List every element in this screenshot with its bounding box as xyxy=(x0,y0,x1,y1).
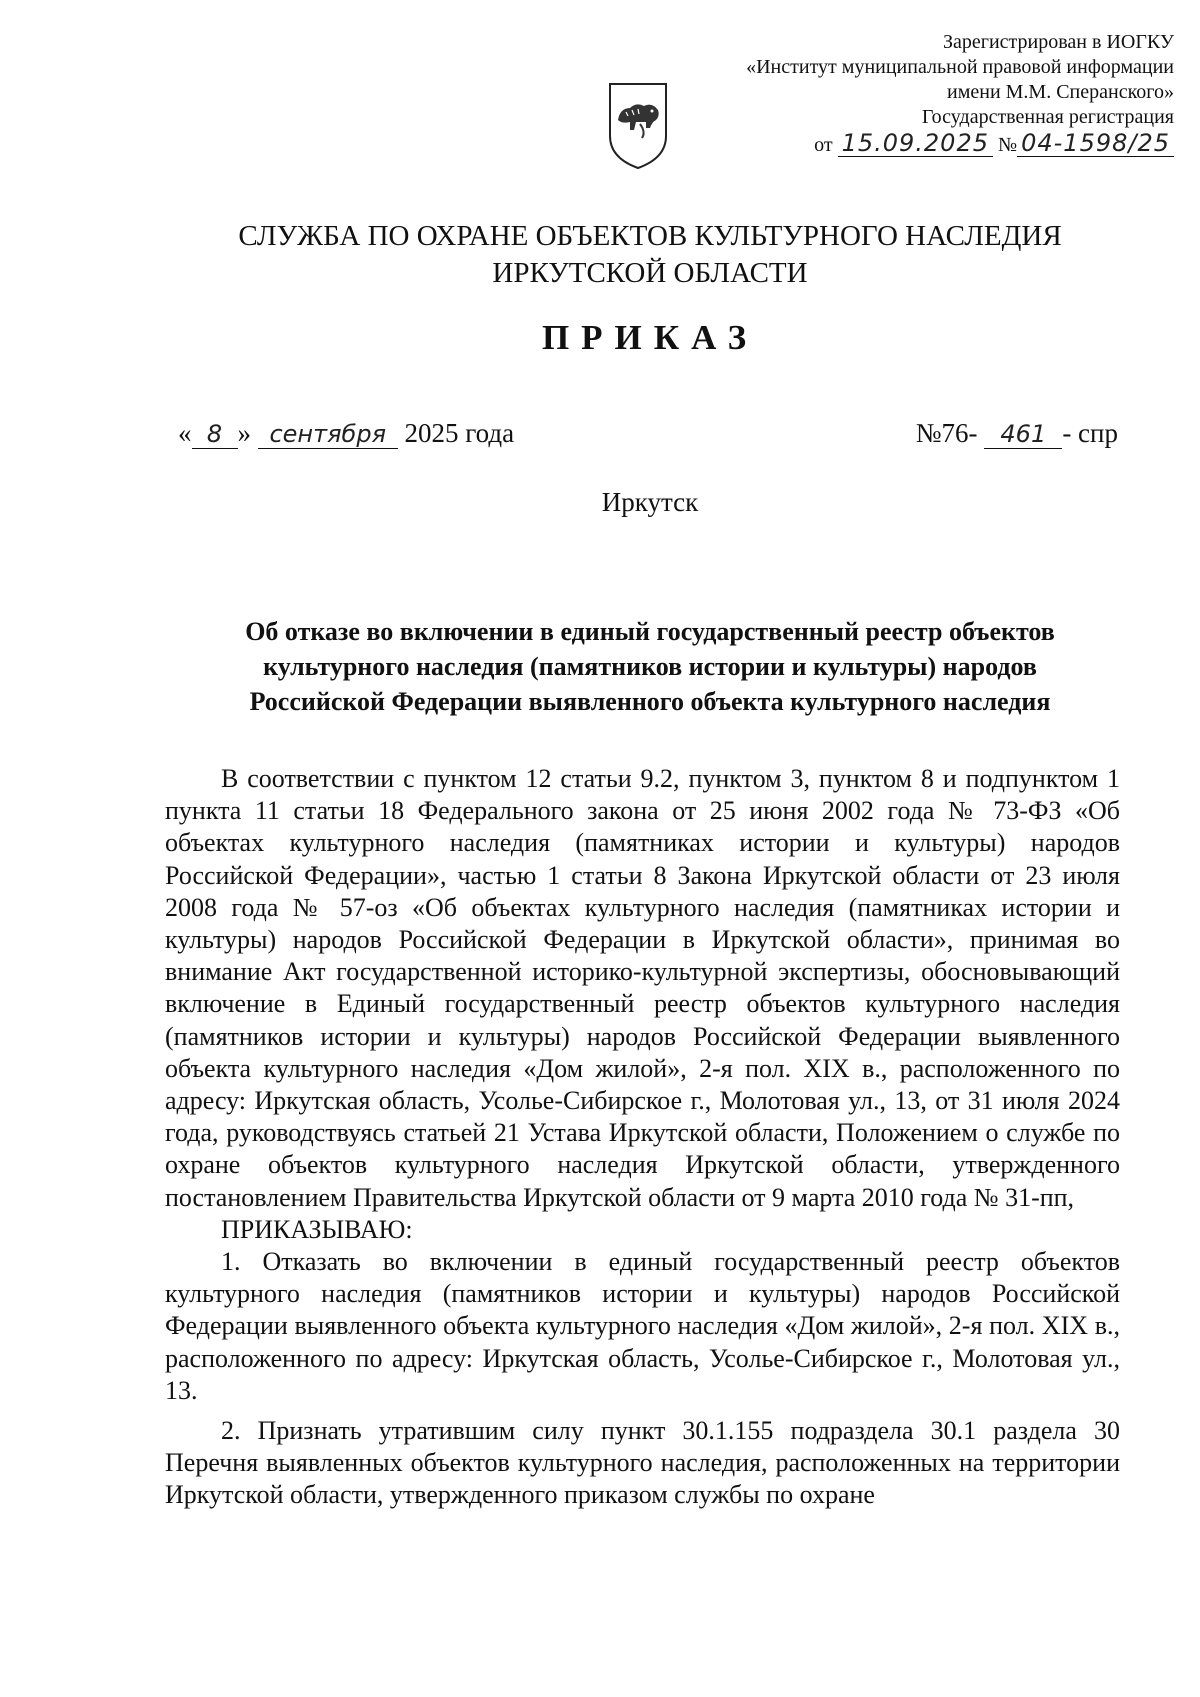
agency-name-line-2: ИРКУТСКОЙ ОБЛАСТИ xyxy=(492,257,808,289)
coat-of-arms-icon xyxy=(606,78,670,172)
registration-number-prefix: № xyxy=(998,134,1018,156)
registration-line-1: Зарегистрирован в ИОГКУ xyxy=(943,31,1174,53)
order-subject-line-3: Российской Федерации выявленного объекта культурного наследия xyxy=(249,687,1051,716)
registration-date-line xyxy=(614,130,1174,158)
order-subject-line-1: Об отказе во включении в единый государственный реестр объектов xyxy=(245,617,1055,646)
document-type-title: ПРИКАЗ xyxy=(541,318,759,357)
registration-date-prefix: от xyxy=(814,134,833,156)
order-body xyxy=(165,763,1120,1512)
order-item-2: 2. Признать утратившим силу пункт 30.1.155 подраздела 30.1 раздела 30 Перечня выявленных объектов культурного наследия, расположенных на территории Иркутской области, утвержденного приказом службы по охране xyxy=(165,1416,1120,1510)
order-date-year: 2025 года xyxy=(404,418,515,448)
order-date-close-quote: » xyxy=(237,418,251,448)
agency-name-line-1: СЛУЖБА ПО ОХРАНЕ ОБЪЕКТОВ КУЛЬТУРНОГО НАСЛЕДИЯ xyxy=(238,220,1062,252)
order-date-open-quote: « xyxy=(178,418,192,448)
order-subject xyxy=(175,614,1125,719)
registration-number-value: 04-1598/25 xyxy=(1017,130,1174,157)
order-date xyxy=(178,418,514,449)
order-date-number-row xyxy=(178,418,1118,458)
order-number-suffix: - спр xyxy=(1062,418,1118,448)
registration-line-4: Государственная регистрация xyxy=(921,106,1174,128)
agency-name xyxy=(160,218,1140,292)
order-number-value: 461 xyxy=(984,420,1062,449)
order-number-prefix: №76- xyxy=(915,418,978,448)
order-command-word: ПРИКАЗЫВАЮ: xyxy=(221,1214,413,1244)
order-item-1: 1. Отказать во включении в единый государственный реестр объектов культурного наследия (памятников истории и культуры) народов Российской Федерации выявленного объекта культурного наследия «Дом жилой», 2-я пол. XIX в., расположенного по адресу: Иркутская область, Усолье-Сибирское г., Молотовая ул., 13. xyxy=(165,1247,1120,1405)
order-date-month: сентября xyxy=(258,420,398,449)
registration-line-2: «Институт муниципальной правовой информации xyxy=(746,56,1174,78)
order-city: Иркутск xyxy=(601,487,699,517)
order-preamble: В соответствии с пунктом 12 статьи 9.2, пунктом 3, пунктом 8 и подпунктом 1 пункта 11 статьи 18 Федерального закона от 25 июня 2002 года № 73-ФЗ «Об объектах культурного наследия (памятниках истории и культуры) народов Российской Федерации», частью 1 статьи 8 Закона Иркутской области от 23 июля 2008 года № 57-оз «Об объектах культурного наследия (памятниках истории и культуры) народов Российской Федерации в Иркутской области», принимая во внимание Акт государственной историко-культурной экспертизы, обосновывающий включение в Единый государственный реестр объектов культурного наследия (памятников истории и культуры) народов Российской Федерации выявленного объекта культурного наследия «Дом жилой», 2-я пол. XIX в., расположенного по адресу: Иркутская область, Усолье-Сибирское г., Молотовая ул., 13, от 31 июля 2024 года, руководствуясь статьей 21 Устава Иркутской области, Положением о службе по охране объектов культурного наследия Иркутской области, утвержденного постановлением Правительства Иркутской области от 9 марта 2010 года № 31-пп, xyxy=(165,764,1120,1212)
registration-line-3: имени М.М. Сперанского» xyxy=(947,81,1174,103)
order-subject-line-2: культурного наследия (памятников истории и культуры) народов xyxy=(263,652,1037,681)
order-number xyxy=(916,418,1118,449)
registration-stamp xyxy=(614,30,1174,158)
registration-date-value: 15.09.2025 xyxy=(838,130,993,157)
order-date-day: 8 xyxy=(192,420,238,449)
